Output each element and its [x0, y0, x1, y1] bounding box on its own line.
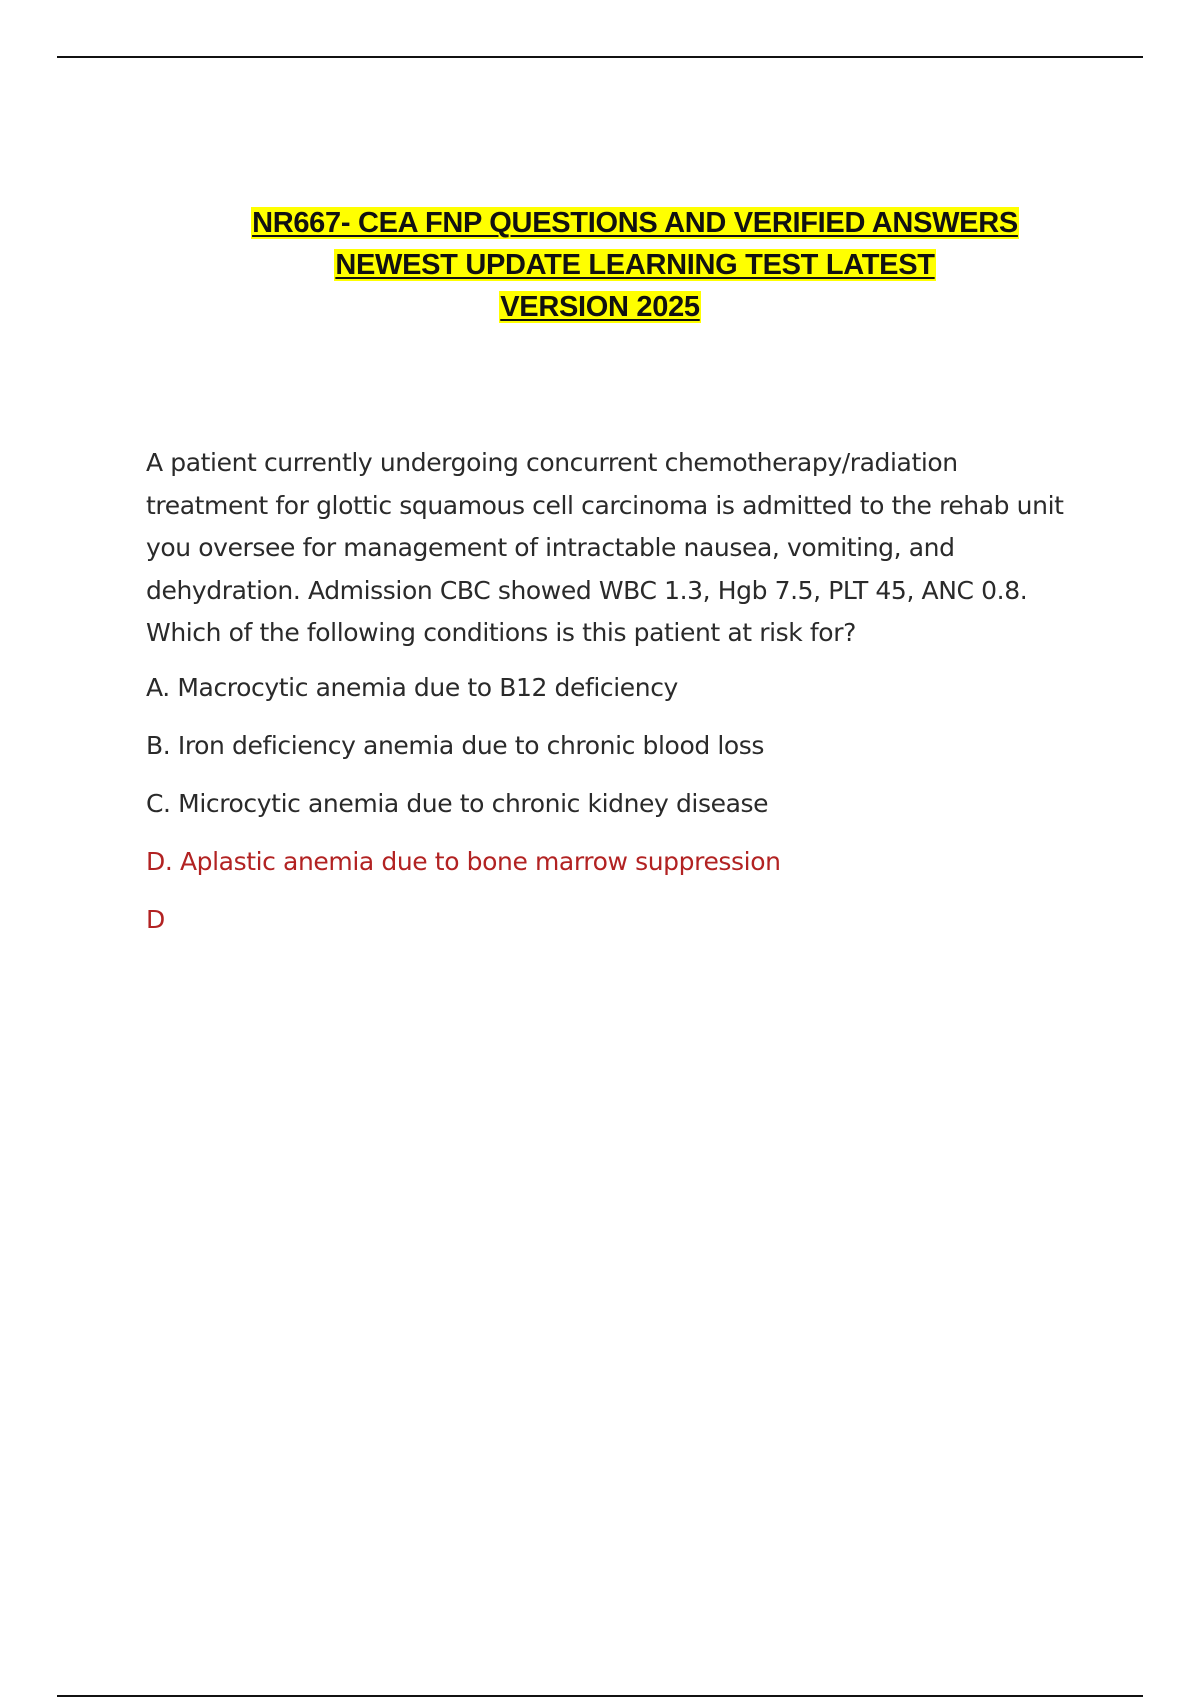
option-c: C. Microcytic anemia due to chronic kidney disease — [146, 788, 769, 818]
option-b: B. Iron deficiency anemia due to chronic blood loss — [146, 730, 765, 760]
answer-key: D — [146, 904, 165, 934]
question-text: A patient currently undergoing concurrent chemotherapy/radiation treatment for glottic squamous cell carcinoma is admitted to the rehab unit you oversee for management of intractable nausea, vomiting, and dehydration. Admission CBC showed WBC 1.3, Hgb 7.5, PLT 45, ANC 0.8. Which of the following conditions is this patient at risk for? — [146, 448, 1064, 647]
title-line-1: NR667- CEA FNP QUESTIONS AND VERIFIED ANSWERS — [252, 207, 1018, 239]
option-d-correct: D. Aplastic anemia due to bone marrow suppression — [146, 846, 781, 876]
title-line-2: NEWEST UPDATE LEARNING TEST LATEST — [335, 249, 935, 281]
title-line-3: VERSION 2025 — [500, 291, 700, 323]
top-rule — [57, 56, 1143, 58]
question-block — [146, 442, 1076, 941]
document-title — [0, 202, 1200, 328]
bottom-rule — [57, 1695, 1143, 1697]
option-a: A. Macrocytic anemia due to B12 deficiency — [146, 672, 678, 702]
